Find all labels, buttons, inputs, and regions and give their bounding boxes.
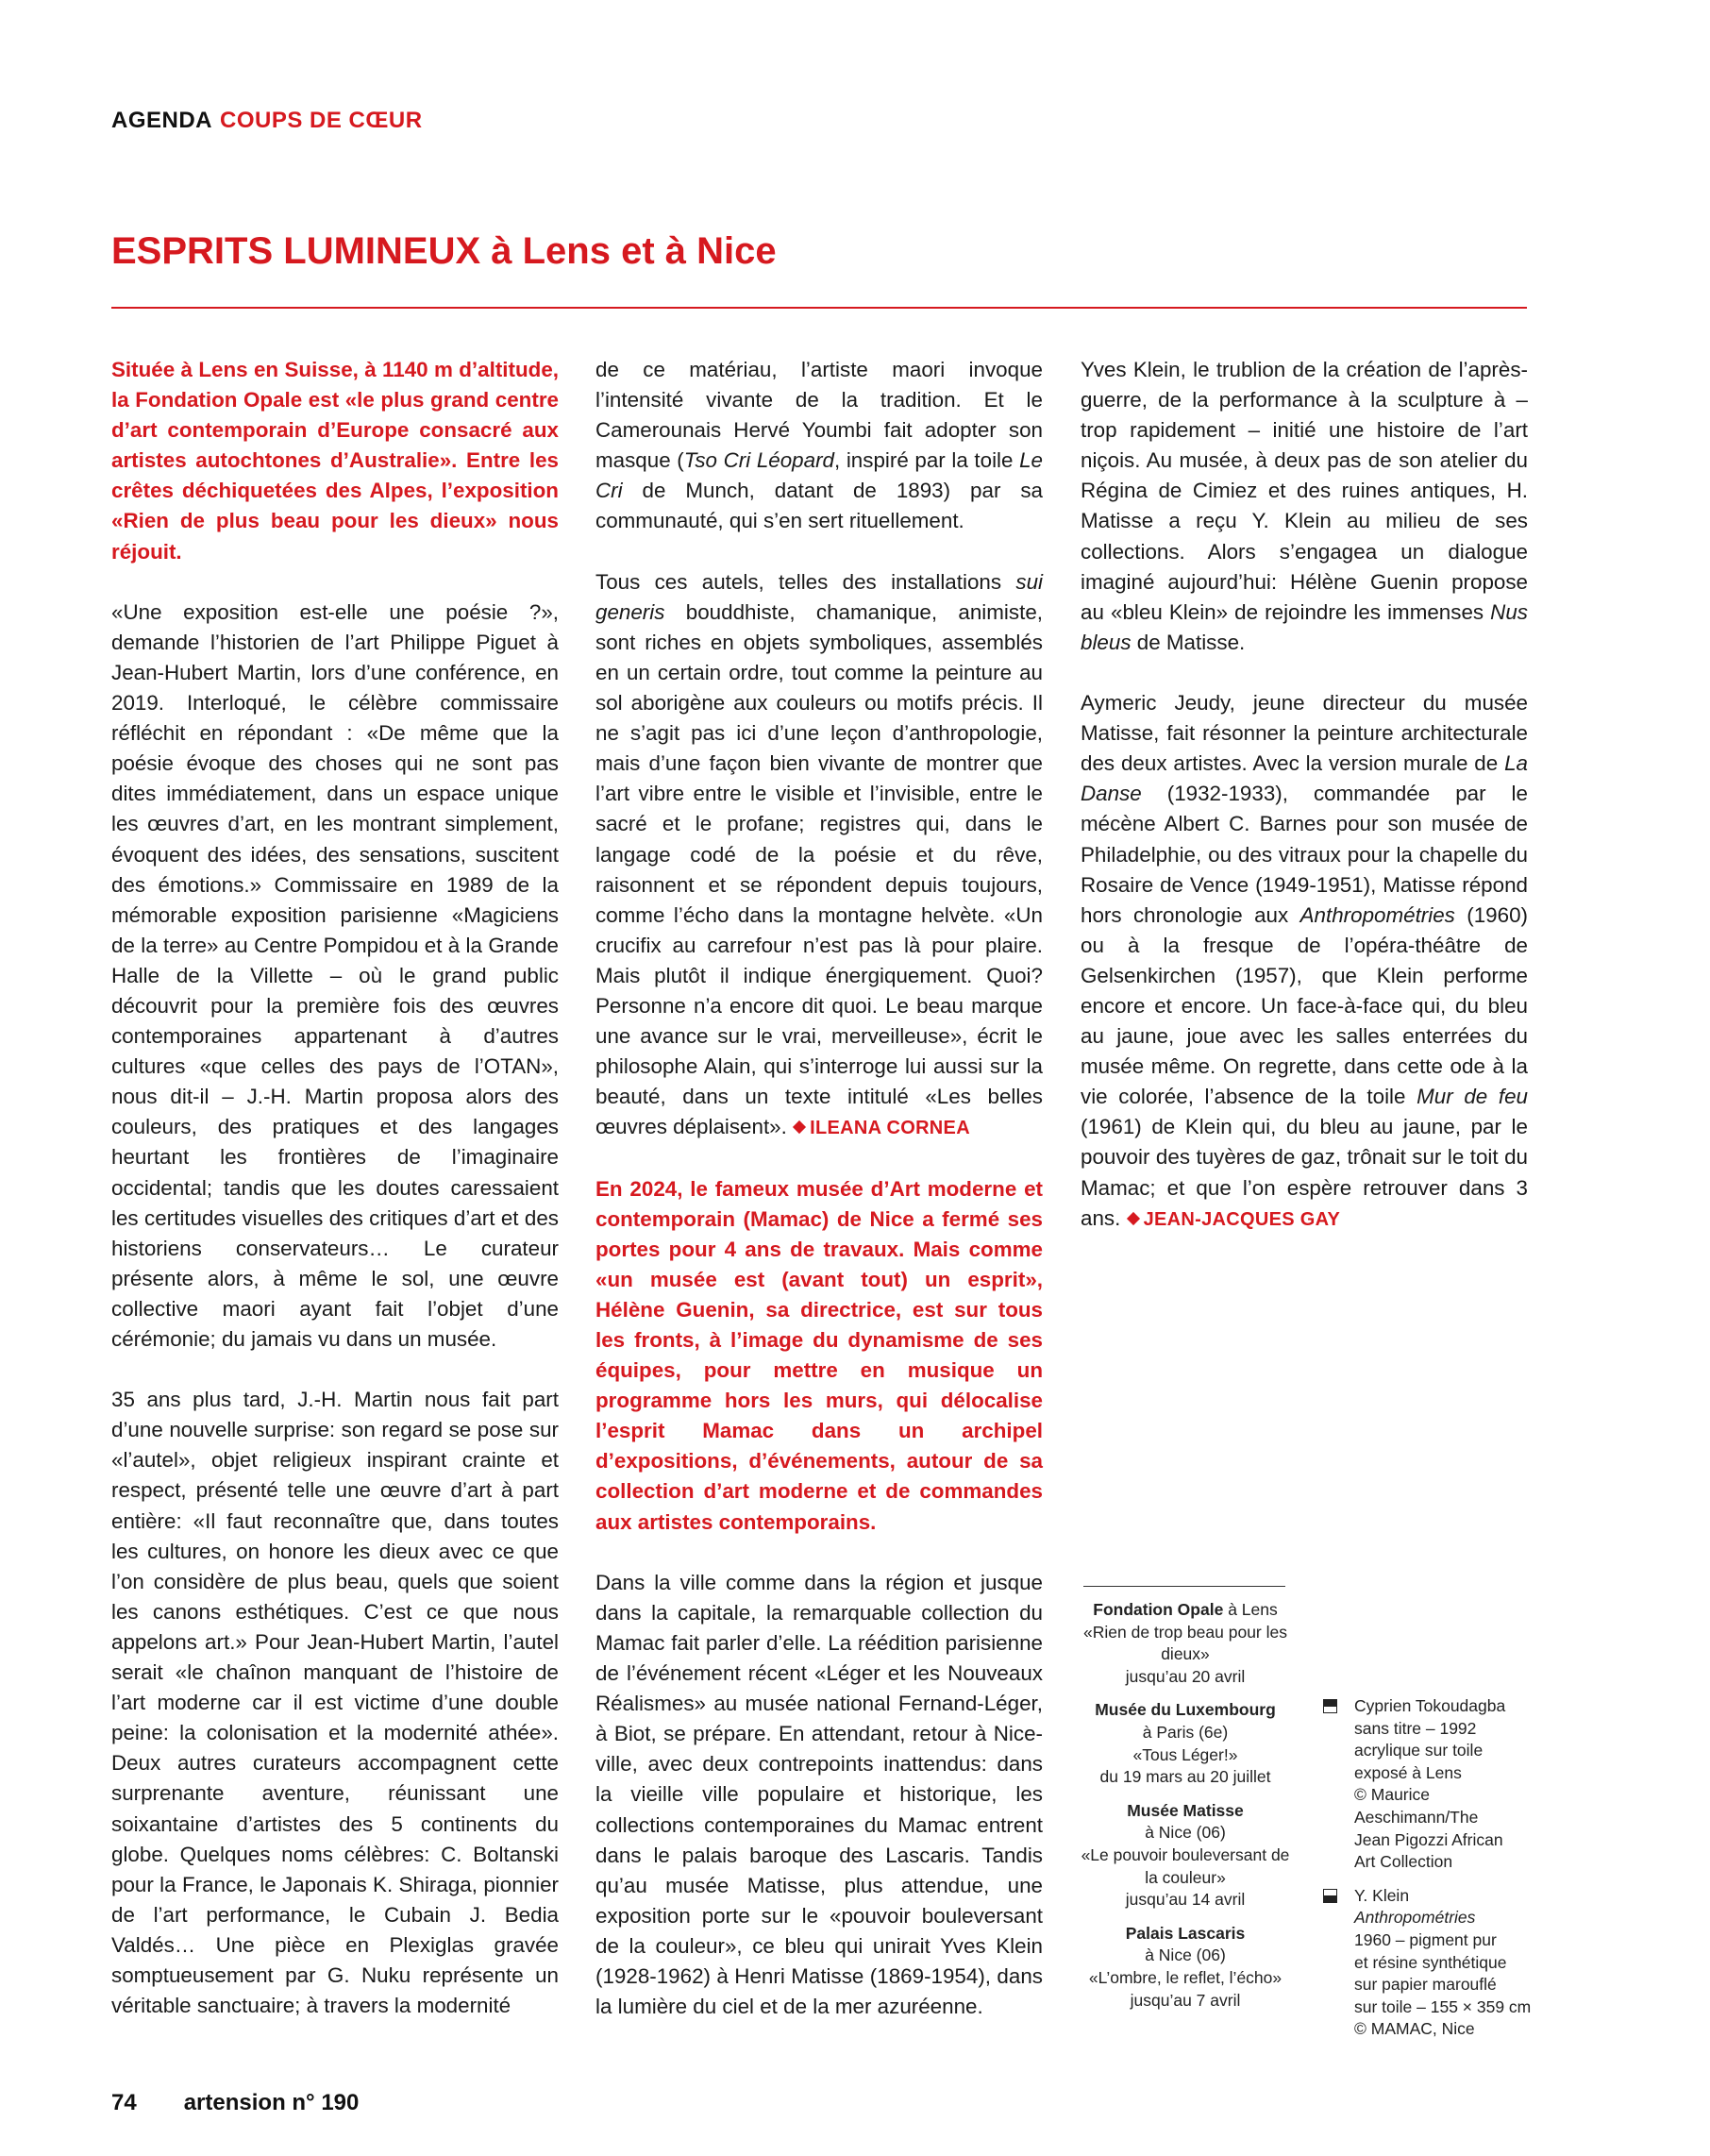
page-footer: [111, 2090, 359, 2116]
venue-name: Fondation Opale: [1093, 1600, 1224, 1619]
venue-name: Musée Matisse: [1127, 1800, 1244, 1820]
image-top-icon: [1323, 1699, 1337, 1713]
artwork-title: Anthropométries: [1354, 1908, 1476, 1928]
diamond-icon: [1126, 1212, 1139, 1225]
section-header: [111, 108, 423, 134]
artwork-title: Anthropométries: [1299, 902, 1455, 927]
exhibition-entry: Musée du Luxembourg à Paris (6e) «Tous Léger!» du 19 mars au 20 juillet: [1095, 1700, 1276, 1787]
body-paragraph: de ce matériau, l’artiste maori invoque l’intensité vivante de la tradition. Et le Camerounais Hervé Youmbi fait adopter son masque (Tso Cri Léopard, inspiré par la toile Le Cri de Munch, datant de 1893) par sa communauté, qui s’en sert rituellement.: [595, 358, 1043, 533]
exhibition-info-box: [1074, 1599, 1297, 2023]
author-signature: JEAN-JACQUES GAY: [1143, 1208, 1341, 1230]
body-paragraph: 35 ans plus tard, J.-H. Martin nous fait part d’une nouvelle surprise: son regard se pose sur «l’autel», objet religieux inspirant crainte et respect, présenté telle une œuvre d’art à part entière: «Il faut reconnaître que, dans toutes les cultures, on honore les dieux avec ce que l’on considère de plus beau, quels que soient les canons esthétiques. C’est ce que nous appelons art.» Pour Jean-Hubert Martin, l’autel serait «le chaînon manquant de l’histoire de l’art moderne car il est victime d’une double peine: la colonisation et la modernité athée». Deux autres curateurs accompagnent cette surprenante aventure, réunissant une soixantaine d’artistes des 5 continents du globe. Quelques noms célèbres: C. Boltanski pour la France, le Japonais K. Shiraga, pionnier de l’art performance, le Cubain J. Bedia Valdés… Une pièce en Plexiglas gravée somptueusement par G. Nuku représente un véritable sanctuaire; à travers la modernité: [111, 1388, 559, 2018]
section-label: AGENDA: [111, 108, 213, 133]
magazine-issue: artension n° 190: [183, 2090, 360, 2115]
artwork-title: Le Cri: [595, 448, 1043, 503]
body-paragraph: «Une exposition est-elle une poésie ?», demande l’historien de l’art Philippe Piguet à Jean-Hubert Martin, lors d’une conférence, en 2019. Interloqué, le célèbre commissaire réfléchit en répondant : «De même que la poésie évoque des choses qui ne sont pas dites immédiatement, dans un espace unique les œuvres d’art, en les montrant simplement, évoquent des idées, des sensations, suscitent des émotions.» Commissaire en 1989 de la mémorable exposition parisienne «Magiciens de la terre» au Centre Pompidou et à la Grande Halle de la Villette – où le grand public découvrit pour la première fois des œuvres contemporaines appartenant à d’autres cultures «que celles des pays de l’OTAN», nous dit-il – J.-H. Martin proposa alors des couleurs, des pratiques et des langages heurtant les frontières de l’imaginaire occidental; tandis que les doutes caressaient les certitudes visuelles des critiques d’art et des historiens conservateurs… Le curateur présente alors, à même le sol, une œuvre collective maori ayant fait l’objet d’une cérémonie; du jamais vu dans un musée.: [111, 599, 559, 1351]
page-number: 74: [111, 2090, 137, 2115]
lead-paragraph-nice: En 2024, le fameux musée d’Art moderne et contemporain (Mamac) de Nice a fermé ses portes pour 4 ans de travaux. Mais comme «un musée est (avant tout) un esprit», Hélène Guenin, sa directrice, est sur tous les fronts, à l’image du dynamisme de ses équipes, pour mettre en musique un programme hors les murs, qui délocalise l’esprit Mamac dans un archipel d’expositions, d’événements, autour de sa collection d’art moderne et de commandes aux artistes contemporains.: [595, 1176, 1043, 1534]
body-paragraph: Aymeric Jeudy, jeune directeur du musée Matisse, fait résonner la peinture architecturale des deux artistes. Avec la version murale de La Danse (1932-1933), commandée par le mécène Albert C. Barnes pour son musée de Philadelphie, ou des vitraux pour la chapelle du Rosaire de Vence (1949-1951), Matisse répond hors chronologie aux Anthropométries (1960) ou à la fresque de l’opéra-théâtre de Gelsenkirchen (1957), que Klein performe encore et encore. Un face-à-face qui, du bleu au jaune, joue avec les salles enterrées du musée même. On regrette, dans cette ode à la vie colorée, l’absence de la toile Mur de feu (1961) de Klein qui, du bleu au jaune, par le pouvoir des tuyères de gaz, trônait sur le toit du Mamac; et que l’on espère retrouver dans 3 ans. JEAN-JACQUES GAY: [1081, 691, 1528, 1230]
subsection-label: COUPS DE CŒUR: [220, 108, 423, 133]
artwork-title: Nus bleus: [1081, 599, 1528, 654]
text-column-2: [595, 355, 1043, 2052]
exhibition-entry: Fondation Opale à Lens «Rien de trop beau pour les dieux» jusqu’au 20 avril: [1083, 1600, 1287, 1686]
lead-paragraph-lens: Située à Lens en Suisse, à 1140 m d’altitude, la Fondation Opale est «le plus grand centre d’art contemporain d’Europe consacré aux artistes autochtones d’Australie». Entre les crêtes déchiquetées des Alpes, l’exposition «Rien de plus beau pour les dieux» nous réjouit.: [111, 358, 559, 564]
image-bottom-icon: [1323, 1889, 1337, 1903]
body-paragraph: Yves Klein, le trublion de la création de l’après-guerre, de la performance à la sculpture à – trop rapidement – initié une histoire de l’art niçois. Au musée, à deux pas de son atelier du Régina de Cimiez et des ruines antiques, H. Matisse a reçu Y. Klein au milieu de ses collections. Alors s’engagea un dialogue imaginé aujourd’hui: Hélène Guenin propose au «bleu Klein» de rejoindre les immenses Nus bleus de Matisse.: [1081, 358, 1528, 654]
artwork-title: Tso Cri Léopard: [683, 448, 834, 473]
title-divider: [111, 307, 1527, 309]
article-title: ESPRITS LUMINEUX à Lens et à Nice: [111, 230, 777, 272]
photo-credit: Y. Klein Anthropométries 1960 – pigment pur et résine synthétique sur papier marouflé sur toile – 155 × 359 cm © MAMAC, Nice: [1321, 1885, 1538, 2041]
text-column-1: [111, 355, 559, 2051]
body-paragraph: Dans la ville comme dans la région et jusque dans la capitale, la remarquable collection du Mamac fait parler d’elle. La réédition parisienne de l’événement récent «Léger et les Nouveaux Réalismes» au musée national Fernand-Léger, à Biot, se prépare. En attendant, retour à Nice-ville, avec deux contrepoints inattendus: dans la vieille ville populaire et historique, les collections contemporaines du Mamac entrent dans le palais baroque des Lascaris. Tandis qu’au musée Matisse, plus attendue, une exposition porte sur le «pouvoir bouleversant de la couleur», ce bleu qui unirait Yves Klein (1928-1962) à Henri Matisse (1869-1954), dans la lumière du ciel et de la mer azuréenne.: [595, 1570, 1043, 2019]
body-paragraph: Tous ces autels, telles des installations sui generis bouddhiste, chamanique, animiste, sont riches en objets symboliques, assemblés en un certain ordre, tout comme la peinture au sol aborigène aux couleurs ou motifs précis. Il ne s’agit pas ici d’une leçon d’anthropologie, mais d’une façon bien vivante de montrer que l’art vibre entre le visible et l’invisible, entre le sacré et le profane; registres qui, dans le langage codé de la poésie et du rêve, raisonnent et se répondent depuis toujours, comme l’écho dans la montagne helvète. «Un crucifix au carrefour n’est pas là pour plaire. Mais plutôt il indique énergiquement. Quoi? Personne n’a encore dit quoi. Le beau marque une avance sur le vrai, merveilleuse», écrit le philosophe Alain, qui s’interroge lui aussi sur la beauté, dans un texte intitulé «Les belles œuvres déplaisent». ILEANA CORNEA: [595, 569, 1043, 1139]
info-box-divider: [1083, 1586, 1285, 1587]
artwork-title: Mur de feu: [1417, 1085, 1528, 1109]
artwork-title: La Danse: [1081, 751, 1528, 806]
photo-credits: [1321, 1695, 1538, 2052]
text-column-3: [1081, 355, 1528, 1265]
author-signature: ILEANA CORNEA: [810, 1118, 970, 1139]
exhibition-entry: Musée Matisse à Nice (06) «Le pouvoir bouleversant de la couleur» jusqu’au 14 avril: [1081, 1800, 1290, 1910]
photo-credit: Cyprien Tokoudagba sans titre – 1992 acrylique sur toile exposé à Lens © Maurice Aeschimann/The Jean Pigozzi African Art Collection: [1321, 1695, 1538, 1874]
venue-name: Musée du Luxembourg: [1095, 1700, 1276, 1720]
venue-name: Palais Lascaris: [1125, 1923, 1246, 1943]
exhibition-entry: Palais Lascaris à Nice (06) «L’ombre, le reflet, l’écho» jusqu’au 7 avril: [1088, 1923, 1282, 2010]
diamond-icon: [793, 1120, 806, 1134]
